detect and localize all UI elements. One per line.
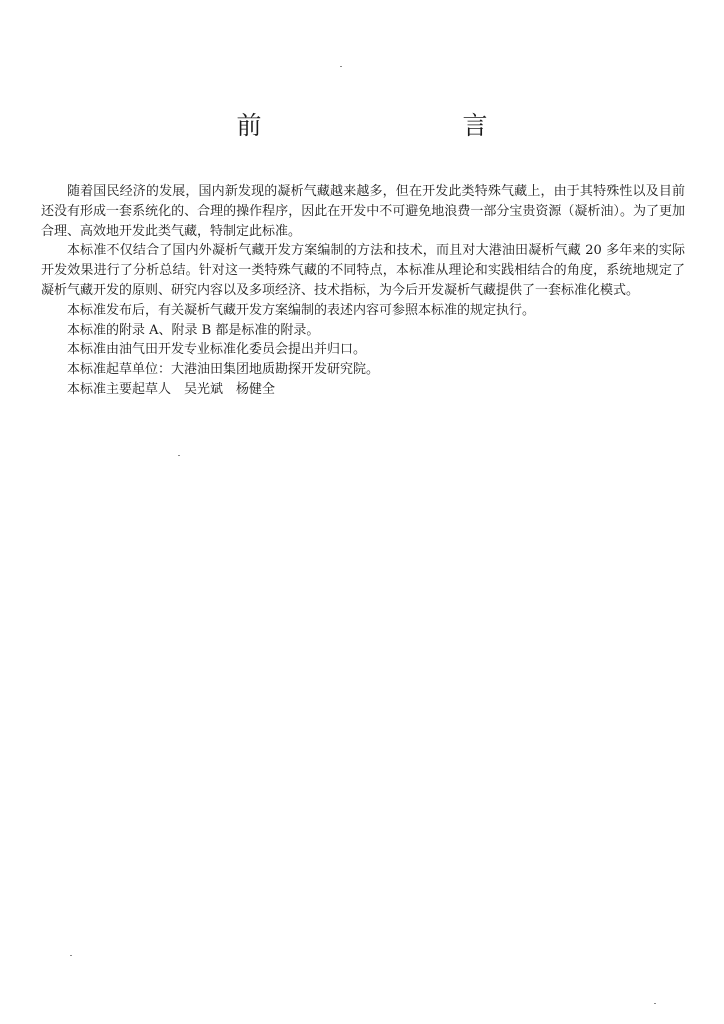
- scan-speck: [654, 1003, 656, 1004]
- page-title: 前 言: [236, 111, 576, 140]
- paragraph-applicability: 本标准发布后，有关凝析气藏开发方案编制的表述内容可参照本标准的规定执行。: [67, 302, 536, 318]
- paragraph-proposer: 本标准由油气田开发专业标准化委员会提出并归口。: [67, 342, 367, 358]
- scan-speck: [340, 66, 342, 67]
- paragraph-appendices: 本标准的附录 A、附录 B 都是标准的附录。: [67, 322, 320, 338]
- scan-speck: [70, 955, 72, 956]
- scan-speck: [178, 455, 180, 456]
- paragraph-drafting-unit: 本标准起草单位：大港油田集团地质勘探开发研究院。: [67, 362, 380, 378]
- paragraph-basis: 本标准不仅结合了国内外凝析气藏开发方案编制的方法和技术，而且对大港油田凝析气藏 20 多年来的实际开发效果进行了分析总结。针对这一类特殊气藏的不同特点，本标准从理论和实践相结合的角度，系统地规定了凝析气藏开发的原则、研究内容以及多项经济、技术指标，为今后开发凝析气藏提供了一套标准化模式。: [41, 243, 685, 298]
- paragraph-background: 随着国民经济的发展，国内新发现的凝析气藏越来越多，但在开发此类特殊气藏上，由于其特殊性以及目前还没有形成一套系统化的、合理的操作程序，因此在开发中不可避免地浪费一部分宝贵资源（凝析油）。为了更加合理、高效地开发此类气藏，特制定此标准。: [41, 184, 685, 239]
- document-body: [41, 182, 685, 400]
- paragraph-drafters: 本标准主要起草人 吴光斌 杨健全: [67, 381, 276, 397]
